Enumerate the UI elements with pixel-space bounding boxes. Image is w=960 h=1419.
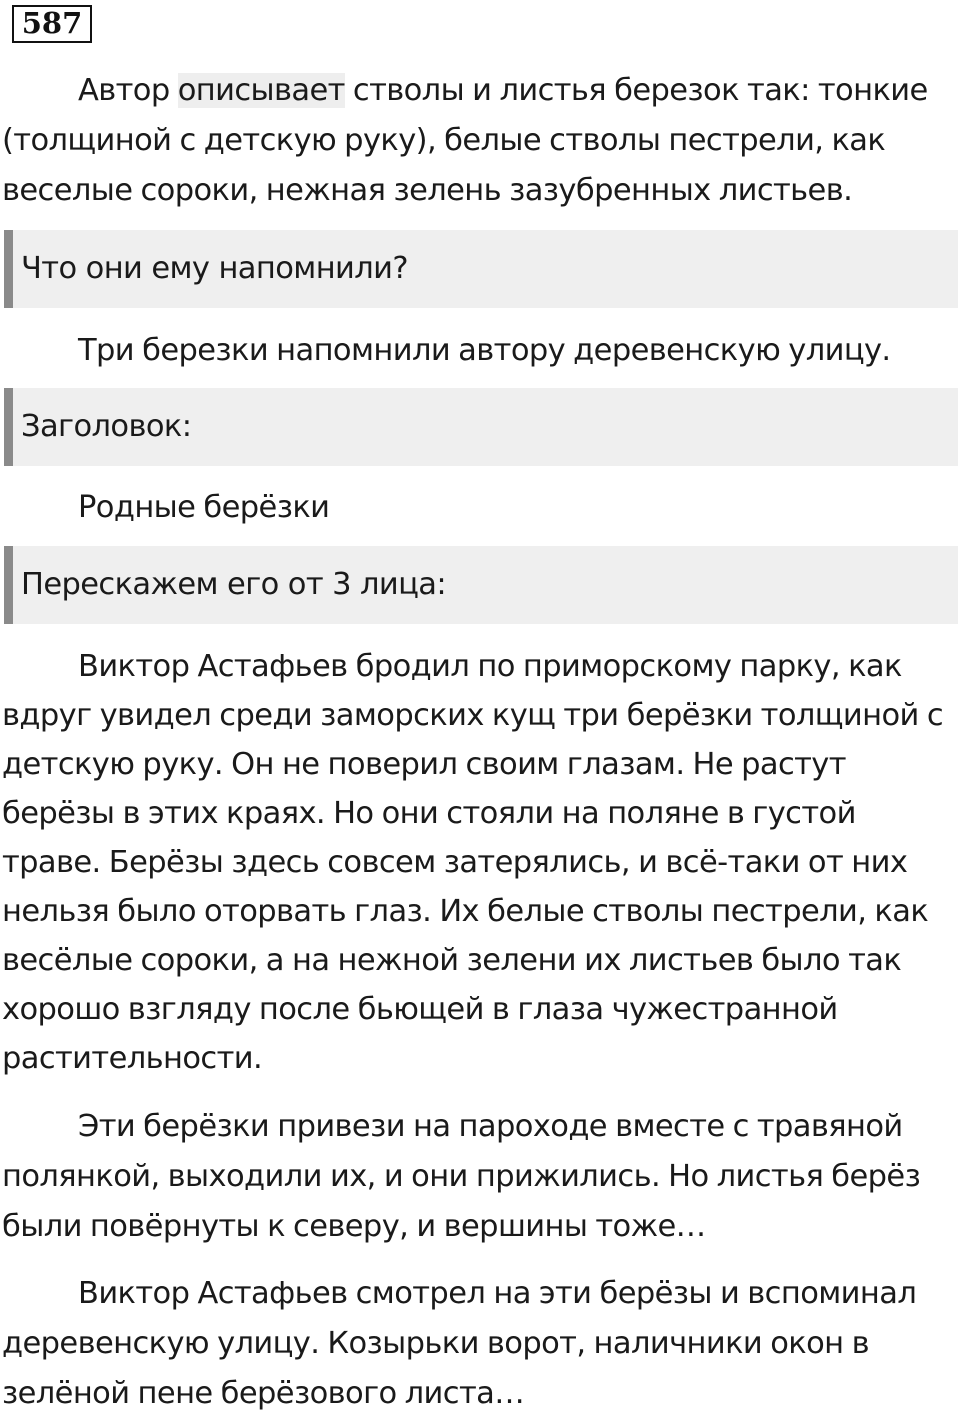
- retelling-paragraph-3: Виктор Астафьев смотрел на эти берёзы и вспоминал деревенскую улицу. Козырьки ворот, наличники окон в зелёной пене берёзового листа…: [2, 1276, 917, 1411]
- question-retell: Перескажем его от 3 лица:: [4, 546, 958, 624]
- question-reminded: Что они ему напомнили?: [4, 230, 958, 308]
- retelling-paragraph-2: Эти берёзки привези на пароходе вместе с травяной полянкой, выходили их, и они прижились. Но листья берёз были повёрнуты к северу, и вершины тоже…: [2, 1109, 921, 1244]
- question-title: Заголовок:: [4, 388, 958, 466]
- exercise-number: 587: [12, 5, 92, 43]
- answer-reminded: Три березки напомнили автору деревенскую улицу.: [78, 333, 891, 368]
- answer-title: Родные берёзки: [78, 490, 330, 525]
- highlighted-word: описывает: [177, 73, 345, 108]
- answer-description-rest: стволы и листья березок так: тонкие (толщиной с детскую руку), белые стволы пестрели, как веселые сороки, нежная зелень зазубренных листьев.: [2, 73, 928, 208]
- answer-description-start: Автор: [78, 73, 178, 108]
- retelling-paragraph-1: Виктор Астафьев бродил по приморскому парку, как вдруг увидел среди заморских кущ три берёзки толщиной с детскую руку. Он не поверил своим глазам. Не растут берёзы в этих краях. Но они стояли на поляне в густой траве. Берёзы здесь совсем затерялись, и всё-таки от них нельзя было оторвать глаз. Их белые стволы пестрели, как весёлые сороки, а на нежной зелени их листьев было так хорошо взгляду после бьющей в глаза чужестранной растительности.: [2, 649, 944, 1076]
- answer-description: [2, 66, 958, 216]
